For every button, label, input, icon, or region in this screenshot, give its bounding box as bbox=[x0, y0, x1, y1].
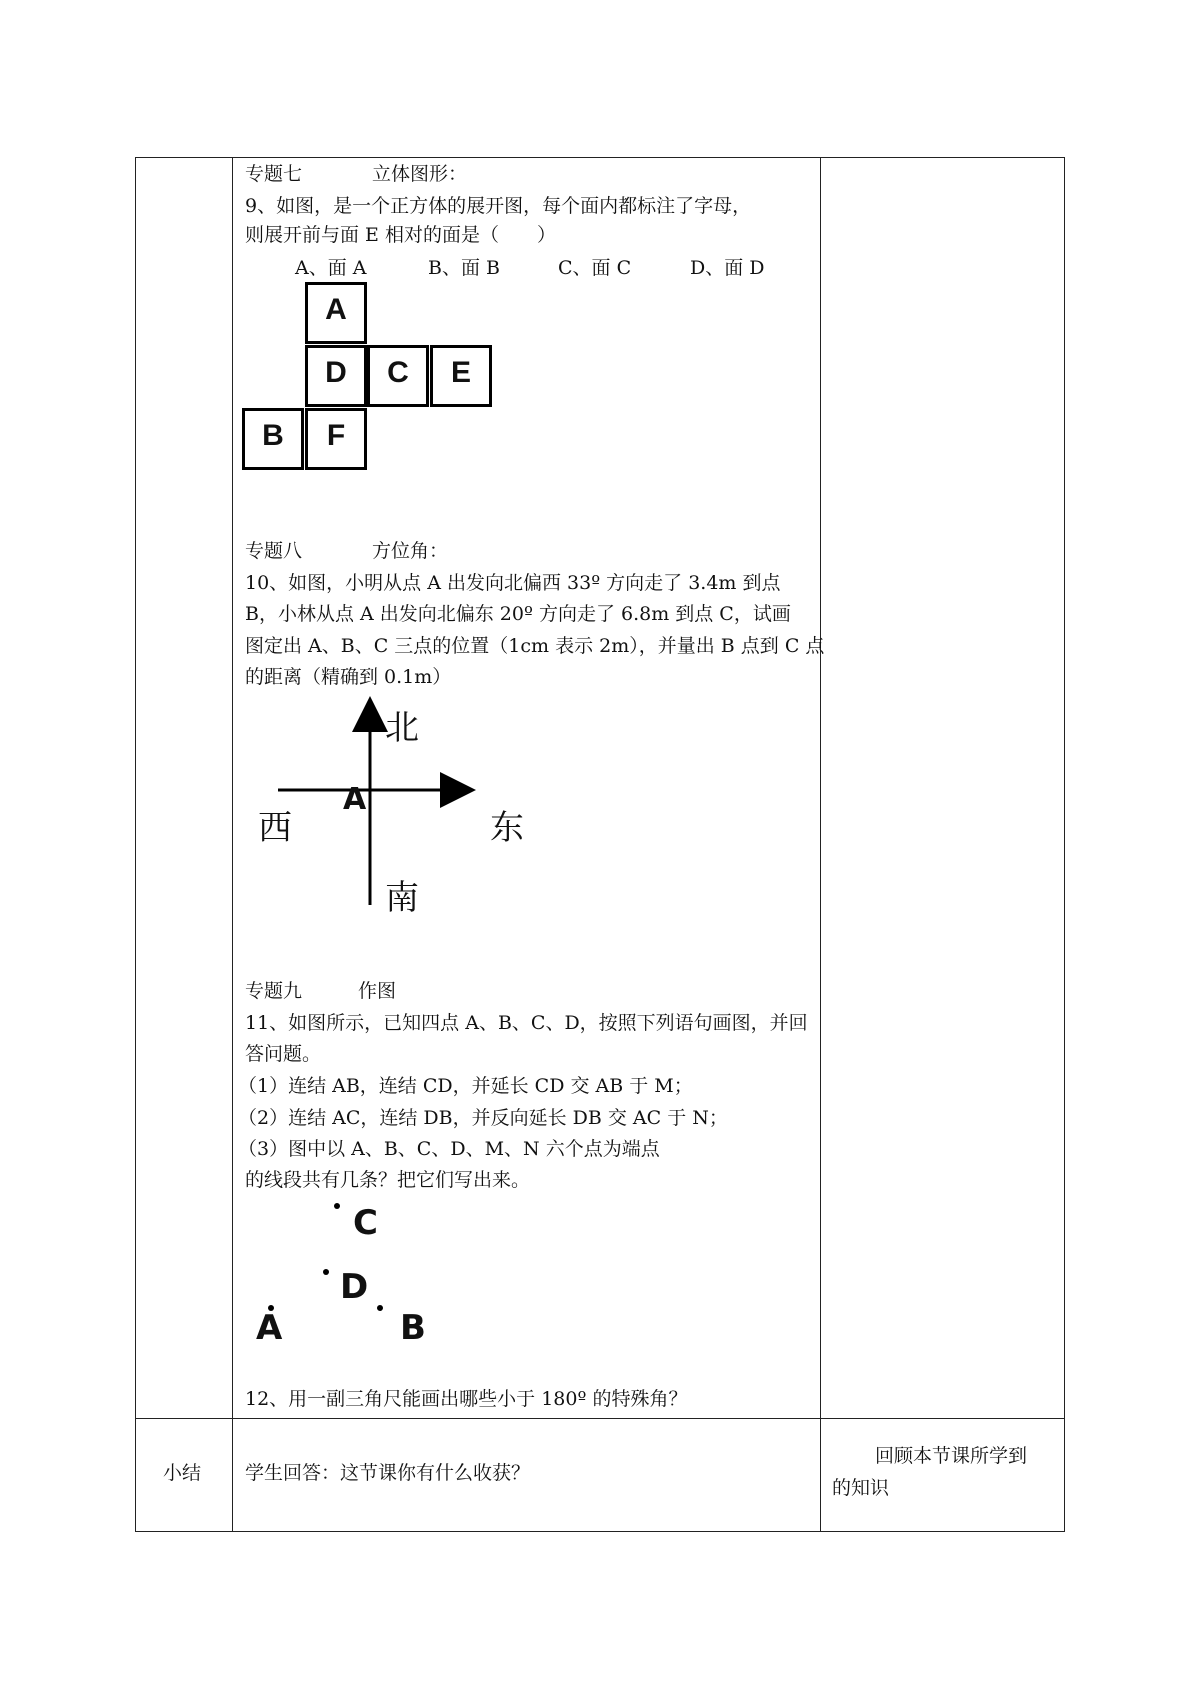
summary-note-line2: 的知识 bbox=[832, 1477, 890, 1499]
point-c-label: C bbox=[353, 1203, 378, 1243]
net-face bbox=[305, 282, 367, 344]
table-divider-right bbox=[820, 157, 821, 1532]
net-face bbox=[242, 408, 304, 470]
net-face-label: B bbox=[262, 419, 284, 452]
table-divider-left bbox=[232, 157, 233, 1532]
point-d-dot bbox=[323, 1269, 329, 1275]
q10-line3: 图定出 A、B、C 三点的位置（1cm 表示 2m），并量出 B 点到 C 点 bbox=[245, 635, 825, 657]
net-face bbox=[305, 345, 367, 407]
q10-line4: 的距离（精确到 0.1m） bbox=[245, 666, 452, 688]
section7-header-num: 专题七 bbox=[245, 163, 303, 185]
summary-note-line1: 回顾本节课所学到 bbox=[875, 1445, 1028, 1467]
section8-header-title: 方位角： bbox=[372, 540, 449, 562]
point-a-label: A bbox=[256, 1308, 283, 1348]
section9-header-title: 作图 bbox=[358, 980, 397, 1002]
section7-header-title: 立体图形： bbox=[372, 163, 468, 185]
q11-line5: （3）图中以 A、B、C、D、M、N 六个点为端点 bbox=[238, 1138, 660, 1160]
point-c-dot bbox=[334, 1203, 340, 1209]
q11-line3: （1）连结 AB，连结 CD，并延长 CD 交 AB 于 M； bbox=[238, 1075, 693, 1097]
q9-line2: 则展开前与面 E 相对的面是（ ） bbox=[245, 224, 556, 246]
compass-figure bbox=[270, 690, 570, 920]
point-d-label: D bbox=[340, 1267, 369, 1307]
q9-option-b: B、面 B bbox=[428, 257, 500, 279]
q12: 12、用一副三角尺能画出哪些小于 180º 的特殊角？ bbox=[245, 1388, 688, 1410]
net-face bbox=[305, 408, 367, 470]
q11-line4: （2）连结 AC，连结 DB，并反向延长 DB 交 AC 于 N； bbox=[238, 1107, 728, 1129]
q9-option-a: A、面 A bbox=[295, 257, 367, 279]
summary-label: 小结 bbox=[163, 1462, 202, 1484]
south-label: 南 bbox=[385, 878, 419, 918]
net-face-label: D bbox=[325, 356, 347, 389]
q10-line2: B，小林从点 A 出发向北偏东 20º 方向走了 6.8m 到点 C，试画 bbox=[245, 603, 791, 625]
section8-header-num: 专题八 bbox=[245, 540, 303, 562]
net-face bbox=[367, 345, 429, 407]
table-row-divider bbox=[135, 1418, 1065, 1419]
north-label: 北 bbox=[385, 708, 419, 748]
q9-option-c: C、面 C bbox=[558, 257, 632, 279]
net-face bbox=[430, 345, 492, 407]
west-label: 西 bbox=[258, 808, 292, 848]
point-b-dot bbox=[377, 1305, 383, 1311]
net-face-label: F bbox=[326, 419, 346, 452]
q11-line6: 的线段共有几条？把它们写出来。 bbox=[245, 1169, 531, 1191]
summary-student: 学生回答：这节课你有什么收获？ bbox=[245, 1462, 531, 1484]
east-label: 东 bbox=[490, 808, 524, 848]
point-b-label: B bbox=[400, 1308, 426, 1348]
net-face-label: E bbox=[450, 356, 471, 389]
net-face-label: A bbox=[325, 293, 347, 326]
section9-header-num: 专题九 bbox=[245, 980, 303, 1002]
q9-option-d: D、面 D bbox=[690, 257, 765, 279]
compass-origin-label: A bbox=[343, 782, 367, 817]
q9-line1: 9、如图，是一个正方体的展开图，每个面内都标注了字母， bbox=[245, 195, 752, 217]
q11-line2: 答问题。 bbox=[245, 1043, 322, 1065]
net-face-label: C bbox=[387, 356, 409, 389]
q11-line1: 11、如图所示，已知四点 A、B、C、D，按照下列语句画图，并回 bbox=[245, 1012, 808, 1034]
q10-line1: 10、如图，小明从点 A 出发向北偏西 33º 方向走了 3.4m 到点 bbox=[245, 572, 781, 594]
